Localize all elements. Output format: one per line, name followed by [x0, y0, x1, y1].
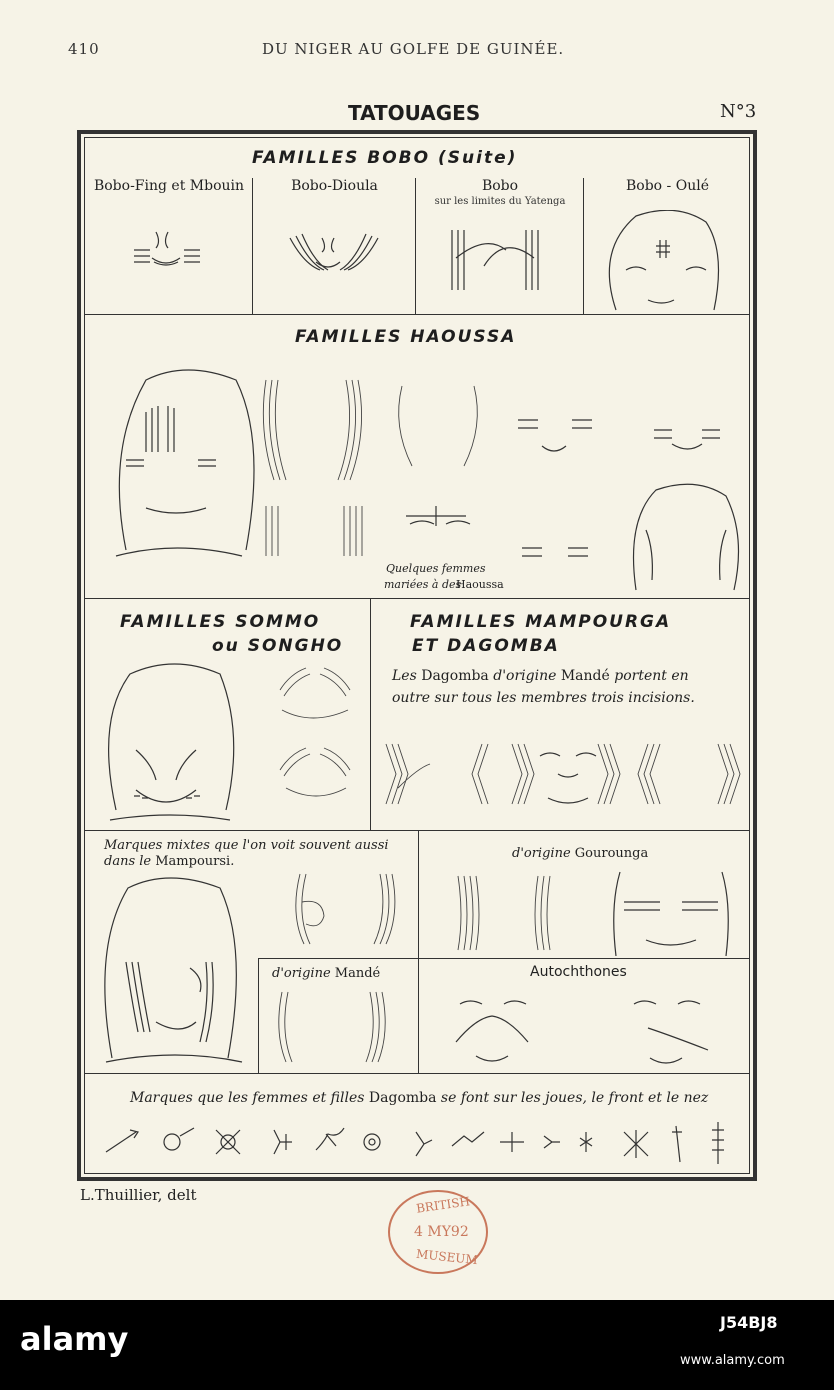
gourounga-marks: [458, 876, 550, 950]
mampourga-face: [540, 753, 596, 803]
femmes-symbol-marks: [106, 1122, 724, 1164]
femmes-caption: [130, 1090, 708, 1106]
label-bobo-dioula: Bobo-Dioula: [291, 178, 378, 194]
divider-sommo-mampourga: [370, 598, 371, 830]
divider-mixtes-right: [418, 830, 419, 1073]
sommo-portrait: [109, 664, 234, 820]
image-id: J54BJ8: [720, 1313, 778, 1332]
stamp-line1: BRITISH: [415, 1194, 471, 1216]
mixtes-caption-line1: Marques mixtes que l'on voit souvent aussi: [104, 838, 389, 853]
haoussa-note-line2: mariées à des: [384, 578, 462, 591]
gourounga-label: [512, 846, 648, 861]
section-title-dagomba: ET DAGOMBA: [412, 636, 560, 656]
page-number: 410: [68, 40, 100, 58]
section-title-songho: ou SONGHO: [212, 636, 344, 656]
autochthones-illustrations: [420, 984, 750, 1072]
section-title-haoussa: FAMILLES HAOUSSA: [295, 327, 517, 347]
mampourga-desc-p2: d'origine: [493, 668, 557, 684]
mampourga-desc-name2: Mandé: [560, 668, 610, 684]
stock-url: www.alamy.com: [680, 1353, 785, 1368]
mixtes-caption-name: Mampoursi: [155, 854, 231, 869]
mande-pre: d'origine: [272, 966, 331, 981]
illustrator-signature: L.Thuillier, delt: [80, 1186, 197, 1204]
bobo-oule-face: [609, 210, 718, 310]
autochthones-faces: [456, 1001, 708, 1063]
stamp-line3: MUSEUM: [415, 1246, 479, 1268]
mixtes-portrait: [105, 878, 242, 1062]
label-bobo-fing: Bobo-Fing et Mbouin: [93, 178, 245, 194]
label-bobo-yatenga: sur les limites du Yatenga: [434, 196, 566, 207]
bobo-fing-face-marks: [134, 232, 200, 265]
haoussa-portrait: [116, 370, 254, 556]
femmes-caption-name: Dagomba: [368, 1090, 437, 1106]
sommo-curved-marks: [280, 668, 350, 796]
label-bobo-oule: Bobo - Oulé: [626, 178, 709, 194]
haoussa-illustrations: [86, 360, 750, 596]
divider-mixtes-femmes: [84, 1073, 750, 1074]
circle-arrow-symbol-icon: [180, 1128, 194, 1136]
section-title-mampourga: FAMILLES MAMPOURGA: [410, 612, 672, 632]
haoussa-curved-marks: [263, 380, 477, 556]
arrow-symbol-icon: [106, 1130, 138, 1152]
mampourga-illustrations: [372, 730, 750, 830]
mampourga-desc-line2: outre sur tous les membres trois incisions.: [392, 690, 695, 706]
bobo-dioula-face-marks: [290, 234, 378, 270]
gourounga-pre: d'origine: [512, 846, 571, 861]
running-title: DU NIGER AU GOLFE DE GUINÉE.: [262, 40, 565, 58]
mande-label: [272, 966, 380, 981]
divider-sommo-mixtes: [84, 830, 750, 831]
plate-title: TATOUAGES: [348, 101, 481, 125]
mampourga-desc-line1: [392, 668, 689, 684]
bobo-yatenga-marks: [452, 230, 538, 290]
gourounga-face: [614, 872, 729, 956]
haoussa-note-line1: Quelques femmes: [386, 562, 486, 575]
label-bobo: Bobo: [481, 178, 519, 194]
divider-bobo-haoussa: [84, 314, 750, 315]
mampourga-desc-name1: Dagomba: [421, 668, 489, 684]
mampourga-chevron-marks: [386, 744, 740, 804]
haoussa-note-name: Haoussa: [456, 578, 504, 591]
femmes-caption-post: se font sur les joues, le front et le nez: [440, 1090, 709, 1106]
gourounga-name: Gourounga: [574, 846, 649, 861]
section-title-sommo: FAMILLES SOMMO: [120, 612, 321, 632]
mande-name: Mandé: [334, 966, 381, 981]
gourounga-illustrations: [420, 866, 750, 956]
mixtes-caption-end: .: [230, 854, 235, 869]
bobo-illustrations: [86, 210, 750, 314]
mixtes-caption-line2: [104, 854, 234, 869]
stamp-line2: 4 MY92: [414, 1224, 469, 1240]
mampourga-desc-p3: portent en: [614, 668, 689, 684]
plate-number: N°3: [720, 101, 757, 122]
alamy-logo: alamy: [20, 1320, 129, 1358]
section-title-bobo: FAMILLES BOBO (Suite): [252, 148, 518, 168]
femmes-symbols: [86, 1112, 750, 1174]
divider-haoussa-sommo: [84, 598, 750, 599]
mampourga-desc-p1: Les: [392, 668, 417, 684]
british-museum-stamp: [388, 1190, 488, 1274]
mixtes-caption-pre: dans le: [104, 854, 152, 869]
femmes-caption-pre: Marques que les femmes et filles: [130, 1090, 365, 1106]
autochthones-label: Autochthones: [530, 964, 627, 980]
sommo-illustrations: [86, 660, 370, 830]
